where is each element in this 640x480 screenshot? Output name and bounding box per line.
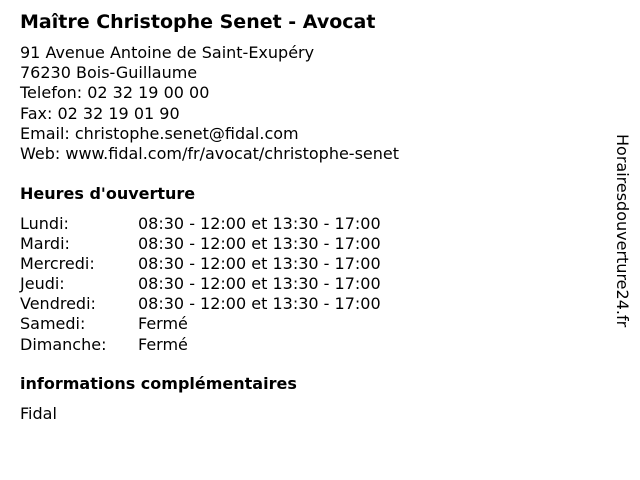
hours-row bbox=[20, 254, 381, 274]
hours-row bbox=[20, 234, 381, 254]
hours-row bbox=[20, 214, 381, 234]
watermark-text: Horairesdouverture24.fr bbox=[613, 134, 632, 328]
hours-day: Mardi: bbox=[20, 234, 70, 254]
hours-time: 08:30 - 12:00 et 13:30 - 17:00 bbox=[138, 234, 381, 254]
contact-block bbox=[20, 43, 399, 164]
hours-day: Jeudi: bbox=[20, 274, 65, 294]
hours-row bbox=[20, 274, 381, 294]
page-title: Maître Christophe Senet - Avocat bbox=[20, 11, 376, 33]
hours-day: Vendredi: bbox=[20, 294, 96, 314]
hours-row bbox=[20, 314, 381, 334]
info-text: Fidal bbox=[20, 404, 57, 423]
hours-day: Lundi: bbox=[20, 214, 69, 233]
hours-time: 08:30 - 12:00 et 13:30 - 17:00 bbox=[138, 214, 381, 233]
address-line-2: 76230 Bois-Guillaume bbox=[20, 63, 198, 83]
hours-table bbox=[20, 214, 381, 355]
phone-text: Telefon: 02 32 19 00 00 bbox=[20, 83, 210, 103]
hours-day: Mercredi: bbox=[20, 254, 95, 274]
hours-row bbox=[20, 294, 381, 314]
hours-time: 08:30 - 12:00 et 13:30 - 17:00 bbox=[138, 294, 381, 314]
address-line-1: 91 Avenue Antoine de Saint-Exupéry bbox=[20, 43, 315, 62]
hours-heading: Heures d'ouverture bbox=[20, 184, 196, 203]
hours-day: Dimanche: bbox=[20, 334, 107, 354]
hours-time: 08:30 - 12:00 et 13:30 - 17:00 bbox=[138, 274, 381, 294]
hours-day: Samedi: bbox=[20, 314, 86, 334]
web-text: Web: www.fidal.com/fr/avocat/christophe-senet bbox=[20, 144, 400, 164]
email-text: Email: christophe.senet@fidal.com bbox=[20, 123, 299, 143]
hours-row bbox=[20, 335, 381, 355]
fax-text: Fax: 02 32 19 01 90 bbox=[20, 103, 180, 123]
hours-time: Fermé bbox=[138, 334, 188, 354]
hours-time: 08:30 - 12:00 et 13:30 - 17:00 bbox=[138, 254, 381, 274]
hours-time: Fermé bbox=[138, 314, 188, 334]
info-heading: informations complémentaires bbox=[20, 374, 297, 393]
